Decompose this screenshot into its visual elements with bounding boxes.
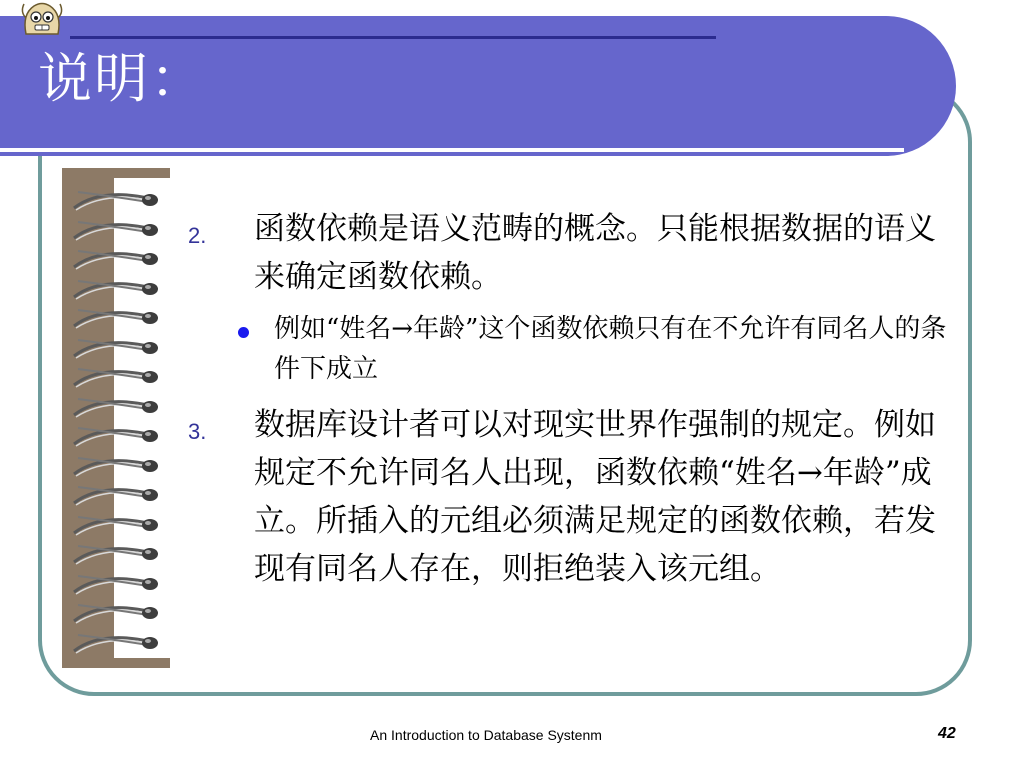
banner-line-bottom xyxy=(0,148,904,152)
item-number: 3. xyxy=(188,419,207,444)
spiral-ring-icon xyxy=(70,422,162,450)
cartoon-face-icon xyxy=(16,0,68,36)
item-text: 函数依赖是语义范畴的概念。只能根据数据的语义来确定函数依赖。 xyxy=(254,211,936,295)
spiral-ring-icon xyxy=(70,540,162,568)
slide-title: 说明： xyxy=(38,47,206,110)
spiral-ring-icon xyxy=(70,216,162,244)
spiral-ring-icon xyxy=(70,452,162,480)
list-item xyxy=(188,401,948,593)
blue-dot-bullet-icon xyxy=(238,327,249,338)
spiral-binding xyxy=(62,168,170,668)
spiral-ring-icon xyxy=(70,334,162,362)
footer-course-title: An Introduction to Database Systenm xyxy=(370,727,602,743)
page-number: 42 xyxy=(938,725,956,742)
spiral-ring-icon xyxy=(70,570,162,598)
item-number: 2. xyxy=(188,223,207,248)
spiral-ring-icon xyxy=(70,186,162,214)
spiral-ring-icon xyxy=(70,511,162,539)
spiral-ring-icon xyxy=(70,363,162,391)
spiral-ring-icon xyxy=(70,629,162,657)
slide-content xyxy=(188,205,948,593)
spiral-ring-icon xyxy=(70,599,162,627)
spiral-ring-icon xyxy=(70,245,162,273)
banner-line-top xyxy=(70,36,716,39)
spiral-ring-icon xyxy=(70,275,162,303)
spiral-ring-icon xyxy=(70,393,162,421)
list-item xyxy=(188,205,948,301)
spiral-ring-icon xyxy=(70,481,162,509)
sub-list-item xyxy=(188,309,948,389)
sub-item-text: 例如“姓名→年龄”这个函数依赖只有在不允许有同名人的条件下成立 xyxy=(274,314,947,384)
spiral-ring-icon xyxy=(70,304,162,332)
item-text: 数据库设计者可以对现实世界作强制的规定。例如规定不允许同名人出现，函数依赖“姓名→年龄”成立。所插入的元组必须满足规定的函数依赖，若发现有同名人存在，则拒绝装入该元组。 xyxy=(254,407,936,587)
